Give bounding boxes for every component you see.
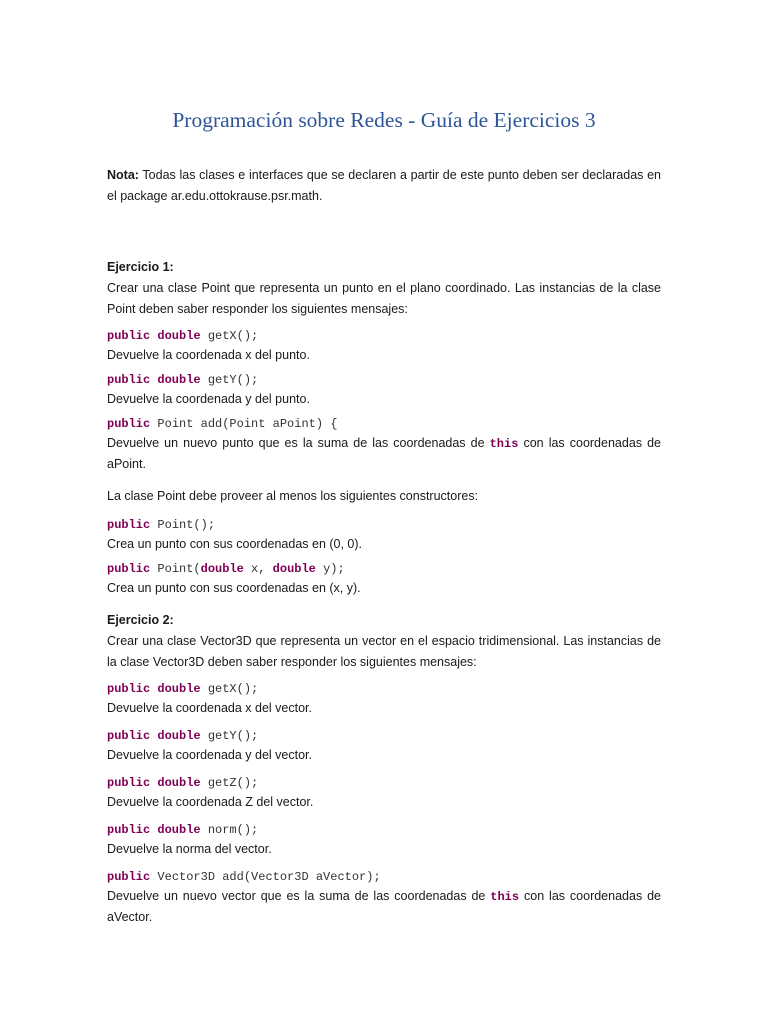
method-description: Devuelve la coordenada Z del vector.	[107, 795, 314, 809]
method-description	[107, 886, 661, 927]
nota-text: Todas las clases e interfaces que se declaren a partir de este punto deben ser declaradas en el package ar.edu.ottokrause.psr.math.	[107, 168, 661, 203]
code-keyword: public double	[107, 329, 201, 343]
page-title: Programación sobre Redes - Guía de Ejercicios 3	[172, 108, 596, 132]
code-keyword: public double	[107, 373, 201, 387]
description-text: Devuelve un nuevo vector que es la suma de las coordenadas de	[107, 889, 491, 903]
method-description: Devuelve la coordenada x del punto.	[107, 348, 310, 362]
method-signature	[107, 728, 661, 745]
exercise-1	[107, 257, 661, 598]
code-keyword: public	[107, 870, 151, 884]
this-keyword: this	[489, 437, 519, 451]
method-signature	[107, 775, 661, 792]
this-keyword: this	[490, 890, 520, 904]
code-signature: y);	[315, 562, 345, 576]
constructor-description: Crea un punto con sus coordenadas en (0, 0).	[107, 537, 363, 551]
exercise-1-description: Crear una clase Point que representa un punto en el plano coordinado. Las instancias de la clase Point deben saber responder los siguientes mensajes:	[107, 281, 661, 316]
method-gety	[107, 372, 661, 409]
method-signature	[107, 822, 661, 839]
code-keyword: public	[107, 518, 151, 532]
description-text: con las coordenadas de aVector.	[107, 889, 661, 924]
exercise-2	[107, 610, 661, 927]
constructors-intro: La clase Point debe proveer al menos los siguientes constructores:	[107, 489, 479, 503]
code-signature: getZ();	[200, 776, 259, 790]
method-signature	[107, 372, 661, 389]
code-signature: getX();	[200, 682, 259, 696]
code-signature: getY();	[200, 373, 259, 387]
constructor-description: Crea un punto con sus coordenadas en (x, y).	[107, 581, 361, 595]
code-signature: Point();	[150, 518, 216, 532]
method-description: Devuelve la coordenada x del vector.	[107, 701, 312, 715]
code-signature: x,	[243, 562, 273, 576]
method-signature	[107, 681, 661, 698]
method-getz	[107, 775, 661, 812]
constructor-default	[107, 517, 661, 554]
method-description: Devuelve la norma del vector.	[107, 842, 272, 856]
method-signature	[107, 328, 661, 345]
method-description: Devuelve la coordenada y del vector.	[107, 748, 312, 762]
method-signature	[107, 869, 661, 886]
code-keyword: public double	[107, 682, 201, 696]
constructor-signature	[107, 517, 661, 534]
code-signature: Vector3D add(Vector3D aVector);	[150, 870, 381, 884]
code-keyword: public	[107, 417, 151, 431]
exercise-2-heading: Ejercicio 2:	[107, 613, 174, 627]
constructor-signature	[107, 561, 661, 578]
method-gety	[107, 728, 661, 765]
method-add-vector	[107, 869, 661, 927]
code-keyword: double	[200, 562, 244, 576]
code-signature: Point add(Point aPoint) {	[150, 417, 338, 431]
method-description: Devuelve la coordenada y del punto.	[107, 392, 310, 406]
method-getx	[107, 328, 661, 365]
nota-label: Nota:	[107, 168, 139, 182]
method-norm	[107, 822, 661, 859]
constructor-xy	[107, 561, 661, 598]
document-content	[107, 104, 661, 927]
code-keyword: public double	[107, 729, 201, 743]
code-keyword: public	[107, 562, 151, 576]
method-getx	[107, 681, 661, 718]
code-keyword: double	[272, 562, 316, 576]
method-signature	[107, 416, 661, 433]
description-text: con las coordenadas de aPoint.	[107, 436, 661, 471]
code-signature: getY();	[200, 729, 259, 743]
code-signature: norm();	[200, 823, 259, 837]
method-add	[107, 416, 661, 474]
description-text: Devuelve un nuevo punto que es la suma de las coordenadas de	[107, 436, 490, 450]
nota-paragraph	[107, 165, 661, 207]
method-description	[107, 433, 661, 474]
code-signature: Point(	[150, 562, 201, 576]
code-keyword: public double	[107, 776, 201, 790]
exercise-2-description: Crear una clase Vector3D que representa un vector en el espacio tridimensional. Las instancias de la clase Vector3D deben saber responder los siguientes mensajes:	[107, 634, 661, 669]
code-signature: getX();	[200, 329, 259, 343]
code-keyword: public double	[107, 823, 201, 837]
exercise-1-heading: Ejercicio 1:	[107, 260, 174, 274]
